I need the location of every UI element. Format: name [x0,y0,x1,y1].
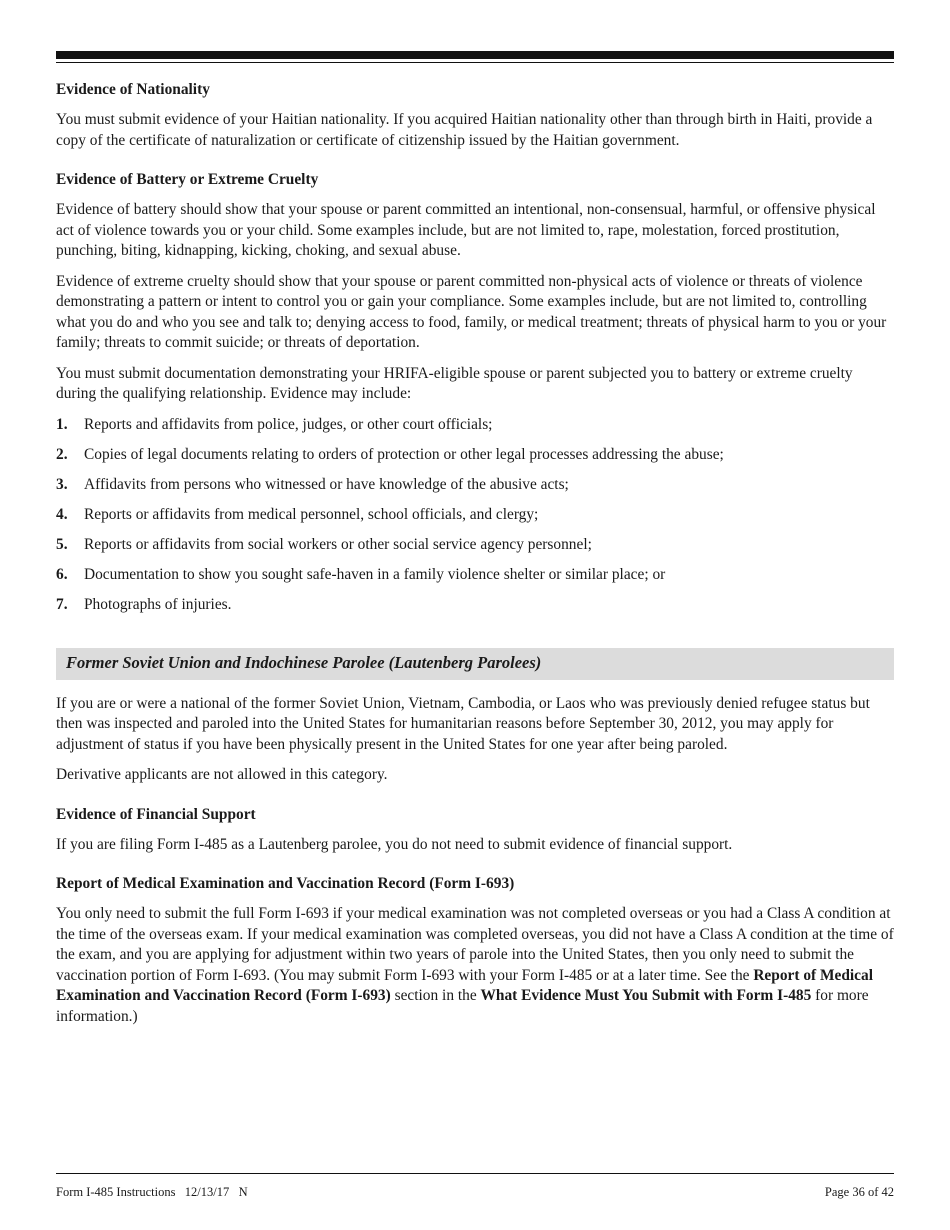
page-footer [56,1182,894,1203]
list-number: 5. [56,535,68,553]
paragraph-medical-examination [56,904,894,1027]
medical-text-c: for more information.) [56,987,869,1025]
paragraph-lautenberg-2: Derivative applicants are not allowed in this category. [56,766,388,784]
list-number: 2. [56,445,68,463]
list-text: Documentation to show you sought safe-haven in a family violence shelter or similar place; or [84,565,666,583]
list-number: 1. [56,415,68,433]
footer-rule [56,1173,894,1174]
list-number: 4. [56,505,68,523]
list-item [56,445,894,466]
paragraph-battery-2: Evidence of extreme cruelty should show that your spouse or parent committed non-physical acts of violence or threats of violence demonstrating a pattern or intent to control you or gain your compliance. Some examples include, but are not limited to, controlling what you do and who you see and talk to; denying access to food, family, or medical treatment; threats of physical harm to you or your family; threats to commit suicide; or threats of deportation. [56,272,887,351]
list-item [56,475,894,496]
footer-form-info: Form I-485 Instructions 12/13/17 N [56,1185,248,1199]
list-text: Affidavits from persons who witnessed or have knowledge of the abusive acts; [84,475,569,493]
header-rule-thick [56,51,894,59]
page-content [56,80,894,1037]
list-item [56,505,894,526]
header-rule-thin [56,62,894,63]
paragraph-battery-3: You must submit documentation demonstrating your HRIFA-eligible spouse or parent subjected you to battery or extreme cruelty during the qualifying relationship. Evidence may include: [56,364,853,402]
paragraph-nationality: You must submit evidence of your Haitian nationality. If you acquired Haitian nationality other than through birth in Haiti, provide a copy of the certificate of naturalization or certificate of citizenship issued by the Haitian government. [56,111,873,149]
medical-bold-what-evidence: What Evidence Must You Submit with Form I-485 [480,987,812,1005]
heading-financial-support: Evidence of Financial Support [56,805,256,823]
footer-page-number: Page 36 of 42 [824,1185,894,1199]
list-text: Photographs of injuries. [84,596,232,614]
list-text: Copies of legal documents relating to orders of protection or other legal processes addressing the abuse; [84,445,724,463]
list-item [56,535,894,556]
list-number: 3. [56,475,68,493]
evidence-list [56,415,894,616]
paragraph-battery-1: Evidence of battery should show that your spouse or parent committed an intentional, non-consensual, harmful, or offensive physical act of violence towards you or your child. Some examples include, but are not limited to, rape, molestation, forced prostitution, punching, biting, kidnapping, kicking, choking, and sexual abuse. [56,201,876,259]
list-item [56,415,894,436]
list-text: Reports and affidavits from police, judges, or other court officials; [84,415,493,433]
list-text: Reports or affidavits from social workers or other social service agency personnel; [84,535,592,553]
paragraph-lautenberg-1: If you are or were a national of the former Soviet Union, Vietnam, Cambodia, or Laos who was previously denied refugee status but then was inspected and paroled into the United States for humanitarian reasons before September 30, 2012, you may apply for adjustment of status if you have been physically present in the United States for one year after being paroled. [56,694,870,753]
list-number: 6. [56,565,68,583]
list-number: 7. [56,596,68,614]
section-banner-lautenberg [56,648,894,680]
medical-text-b: section in the [390,987,481,1005]
list-item [56,565,894,586]
medical-text-a: You only need to submit the full Form I-693 if your medical examination was not completed overseas or you had a Class A condition at the time of the overseas exam. If your medical examination was completed overseas, you did not have a Class A condition at the time of the exam, and you are applying for adjustment within two years of parole into the United States, then you only need to submit the vaccination portion of Form I-693. (You may submit Form I-693 with your Form I-485 or at a later time. See the [56,905,894,984]
heading-evidence-of-nationality: Evidence of Nationality [56,81,210,98]
list-text: Reports or affidavits from medical personnel, school officials, and clergy; [84,505,539,523]
medical-bold-form-i693: Report of Medical Examination and Vaccination Record (Form I-693) [56,966,873,1005]
banner-title: Former Soviet Union and Indochinese Parolee (Lautenberg Parolees) [66,653,542,673]
list-item [56,595,894,616]
paragraph-financial-support: If you are filing Form I-485 as a Lautenberg parolee, you do not need to submit evidence of financial support. [56,835,733,853]
heading-medical-examination: Report of Medical Examination and Vaccination Record (Form I-693) [56,875,515,893]
heading-evidence-of-battery: Evidence of Battery or Extreme Cruelty [56,171,319,188]
